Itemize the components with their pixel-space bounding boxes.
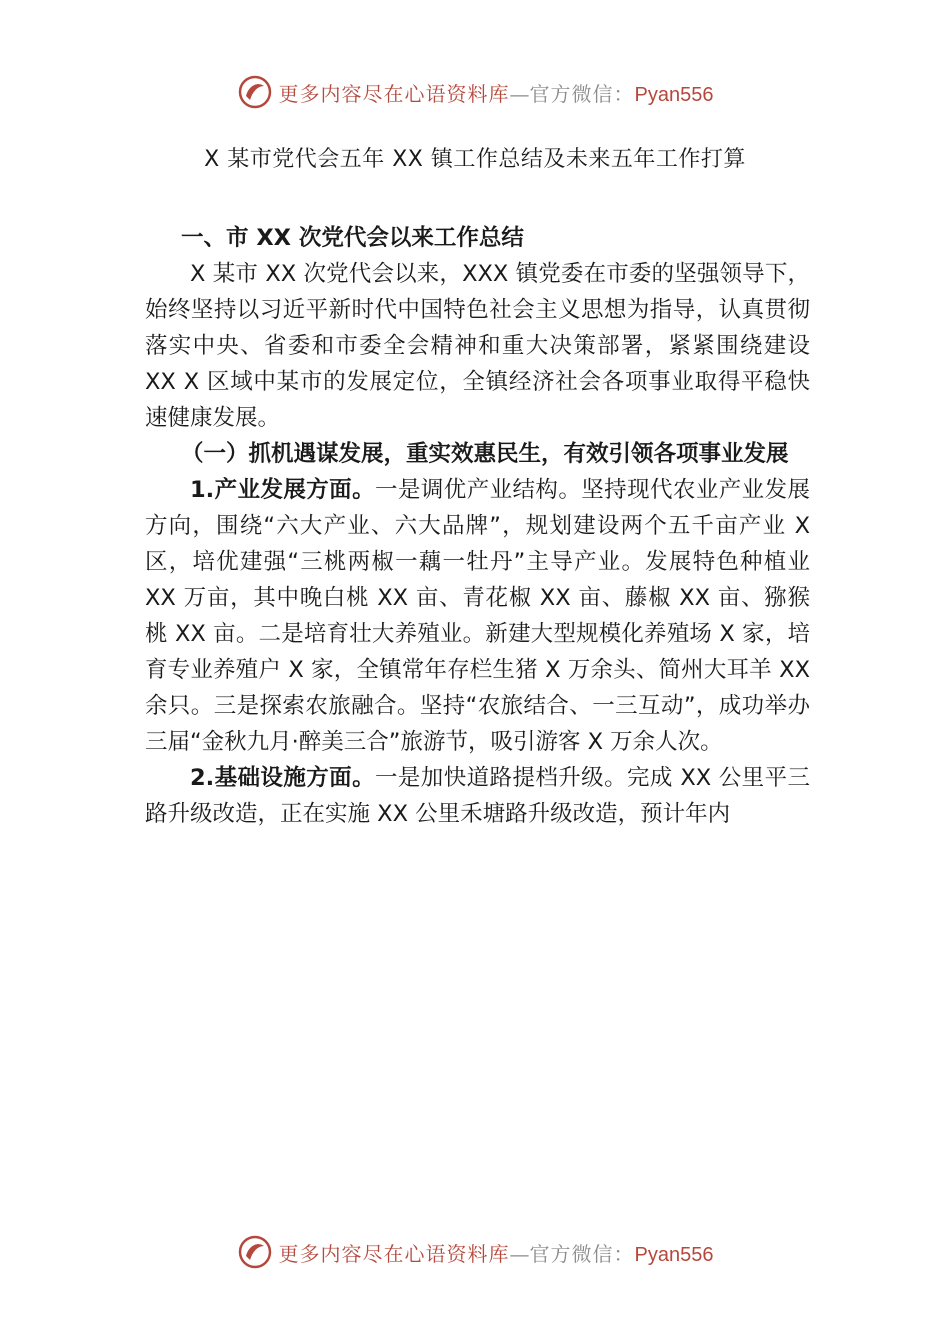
item-lead-industry: 1.产业发展方面。 (190, 477, 376, 503)
header-watermark (0, 72, 950, 112)
brand-logo-icon (237, 1234, 273, 1270)
item-body-industry: 一是调优产业结构。坚持现代农业产业发展方向，围绕“六大产业、六大品牌”，规划建设两个五千亩产业 X 区，培优建强“三桃两椒一藕一牡丹”主导产业。发展特色种植业 XX 万亩，其中晚白桃 XX 亩、青花椒 XX 亩、藤椒 XX 亩、猕猴桃 XX 亩。二是培育壮大养殖业。新建大型规模化养殖场 X 家，培育专业养殖户 X 家，全镇常年存栏生猪 X 万余头、简州大耳羊 XX 余只。三是探索农旅融合。坚持“农旅结合、一三互动”，成功举办三届“金秋九月·醉美三合”旅游节，吸引游客 X 万余人次。 (145, 477, 810, 755)
document-body (145, 220, 810, 832)
document-title: X 某市党代会五年 XX 镇工作总结及未来五年工作打算 (204, 147, 746, 172)
section-intro-paragraph: X 某市 XX 次党代会以来，XXX 镇党委在市委的坚强领导下，始终坚持以习近平新时代中国特色社会主义思想为指导，认真贯彻落实中央、省委和市委全会精神和重大决策部署，紧紧围绕建设 XX X 区域中某市的发展定位，全镇经济社会各项事业取得平稳快速健康发展。 (145, 261, 810, 431)
footer-watermark (0, 1232, 950, 1272)
item-body-infrastructure: 一是加快道路提档升级。完成 XX 公里平三路升级改造，正在实施 XX 公里禾塘路升级改造，预计年内 (145, 765, 810, 827)
subsection-heading: （一）抓机遇谋发展，重实效惠民生，有效引领各项事业发展 (181, 441, 789, 467)
item-lead-infrastructure: 2.基础设施方面。 (190, 765, 375, 791)
watermark-text: 更多内容尽在心语资料库—官方微信：Pyan556 (278, 81, 714, 106)
section-heading: 一、市 XX 次党代会以来工作总结 (181, 225, 524, 251)
watermark-text: 更多内容尽在心语资料库—官方微信：Pyan556 (278, 1241, 714, 1266)
item-paragraph-industry (145, 472, 810, 760)
brand-logo-icon (237, 74, 273, 110)
item-paragraph-infrastructure (145, 760, 810, 832)
